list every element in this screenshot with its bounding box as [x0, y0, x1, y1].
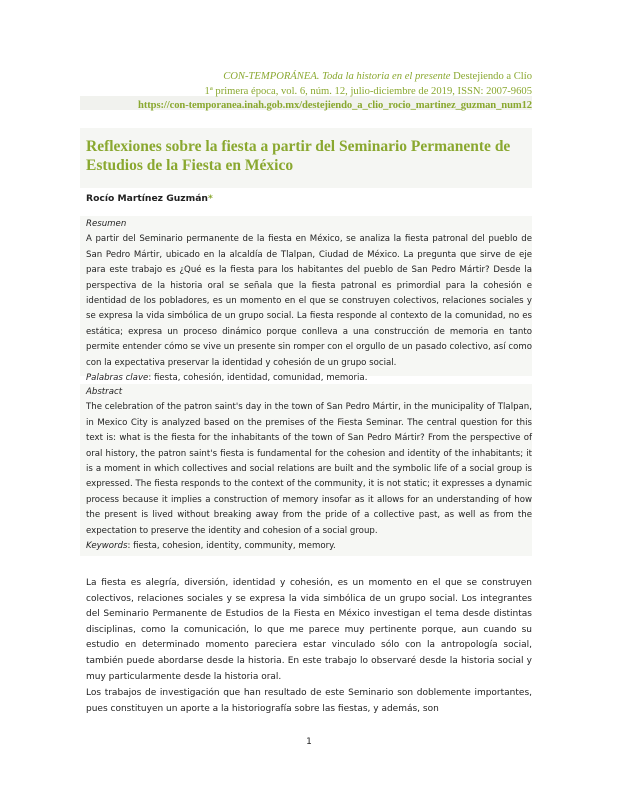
journal-header [138, 70, 532, 114]
abstract-section [86, 385, 532, 554]
journal-name: CON-TEMPORÁNEA. Toda la historia en el presente [223, 71, 451, 82]
keywords-label: Palabras clave [86, 373, 149, 384]
body-paragraph: Los trabajos de investigación que han resultado de este Seminario son doblemente importantes, pues constituyen un aporte a la historiografía sobre las fiestas, y además, son [86, 688, 532, 714]
keywords-list: : fiesta, cohesion, identity, community, memory. [127, 541, 336, 552]
abstract-heading: Abstract [86, 387, 123, 397]
header-line-1 [138, 70, 532, 85]
body-paragraph: La fiesta es alegría, diversión, identidad y cohesión, es un momento en el que se construyen colectivos, relaciones sociales y se expresa la vida simbólica de un grupo social. Los integrantes del Seminario Permanente de Estudios de la Fiesta en México investigan el tema desde distintas disciplinas, como la comunicación, lo que me parece muy pertinente porque, aun cuando su estudio en determinado momento pareciera estar vinculado sólo con la antropología social, también puede abordarse desde la historia. En este trabajo lo observaré desde la historia social y muy particularmente desde la historia oral. [86, 578, 532, 682]
article-title: Reflexiones sobre la fiesta a partir del Seminario Permanente de Estudios de la Fiesta en México [86, 138, 511, 174]
author-footnote-mark[interactable]: * [207, 193, 213, 204]
resumen-heading: Resumen [86, 219, 127, 229]
issue-info: 1ª primera época, vol. 6, núm. 12, julio-diciembre de 2019, ISSN: 2007-9605 [204, 85, 532, 97]
author-name: Rocío Martínez Guzmán [86, 193, 208, 204]
keywords-list: : fiesta, cohesión, identidad, comunidad, memoria. [148, 373, 368, 384]
abstract-body: The celebration of the patron saint's day in the town of San Pedro Mártir, in the municipality of Tlalpan, in Mexico City is analyzed based on the premises of the Fiesta Seminar. The central question for this text is: what is the fiesta for the inhabitants of the town of San Pedro Mártir? From the perspective of oral history, the patron saint's fiesta is fundamental for the cohesion and identity of the inhabitants; it is a moment in which collectives and social relations are built and the symbolic life of a social group is expressed. The fiesta responds to the context of the community, it is not static; it expresses a dynamic process because it implies a construction of memory insofar as it allows for an understanding of how the present is lived without breaking away from the pride of a collective past, as well as from the expectation to preserve the identity and cohesion of a social group. [86, 402, 532, 536]
article-url[interactable]: https://con-temporanea.inah.gob.mx/destejiendo_a_clio_rocio_martinez_guzman_num12 [138, 100, 532, 111]
journal-section: Destejiendo a Clío [453, 71, 532, 82]
resumen-body: A partir del Seminario permanente de la fiesta en México, se analiza la fiesta patronal del pueblo de San Pedro Mártir, ubicado en la alcaldía de Tlalpan, Ciudad de México. La pregunta que sirve de eje para este trabajo es ¿Qué es la fiesta para los habitantes del pueblo de San Pedro Mártir? Desde la perspectiva de la historia oral se señala que la fiesta patronal es primordial para la cohesión e identidad de los pobladores, es un momento en el que se construyen colectivos, relaciones sociales y se expresa la vida simbólica de un grupo social. La fiesta responde al contexto de la comunidad, no es estática; expresa un proceso dinámico porque conlleva a una construcción de memoria en tanto permite entender cómo se vive un presente sin romper con el orgullo de un pasado colectivo, así como con la expectativa preservar la identidad y cohesión de un grupo social. [86, 234, 532, 368]
author [86, 193, 213, 204]
resumen-section [86, 217, 532, 386]
keywords-label: Keywords [86, 541, 128, 552]
page-number: 1 [306, 737, 312, 747]
abstract-keywords [86, 539, 532, 554]
